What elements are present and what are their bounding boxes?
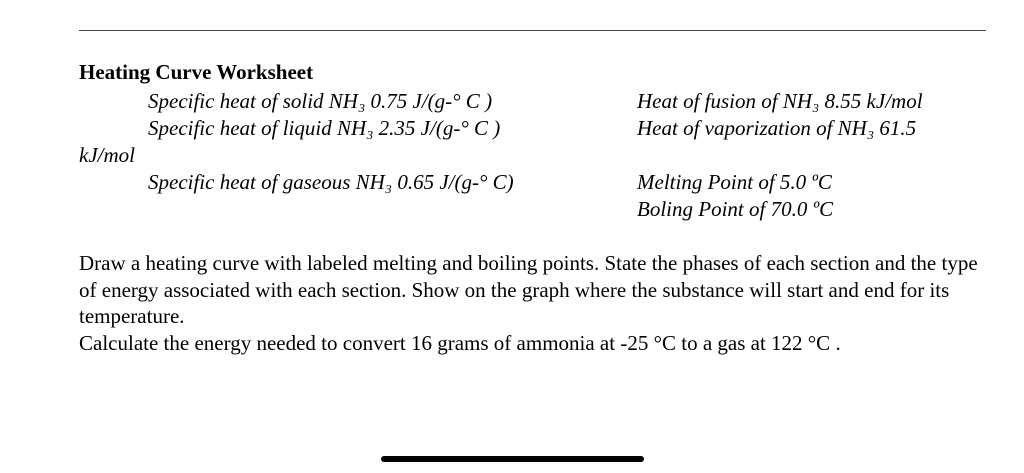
specific-heat-solid: Specific heat of solid NH₃ 0.75 J/(g-° C ) bbox=[148, 89, 493, 113]
boiling-point: Boling Point of 70.0 ºC bbox=[637, 197, 834, 221]
heat-of-vaporization: Heat of vaporization of NH₃ 61.5 bbox=[637, 116, 917, 140]
melting-point: Melting Point of 5.0 ºC bbox=[637, 170, 832, 194]
units-wrap-kj-mol: kJ/mol bbox=[79, 143, 135, 167]
instructions-block bbox=[79, 250, 999, 356]
worksheet-title: Heating Curve Worksheet bbox=[79, 60, 314, 84]
instructions-paragraph: Draw a heating curve with labeled melting and boiling points. State the phases of each section and the type of energy associated with each section. Show on the graph where the substance will start and end for its temperature. bbox=[79, 251, 978, 328]
specific-heat-liquid: Specific heat of liquid NH₃ 2.35 J/(g-° C ) bbox=[148, 116, 501, 140]
horizontal-rule bbox=[79, 30, 986, 31]
specific-heat-gas: Specific heat of gaseous NH₃ 0.65 J/(g-° C) bbox=[148, 170, 514, 194]
question-paragraph: Calculate the energy needed to convert 16 grams of ammonia at -25 °C to a gas at 122 °C . bbox=[79, 330, 841, 355]
heat-of-fusion: Heat of fusion of NH₃ 8.55 kJ/mol bbox=[637, 89, 923, 113]
home-indicator-bar[interactable] bbox=[381, 456, 644, 462]
